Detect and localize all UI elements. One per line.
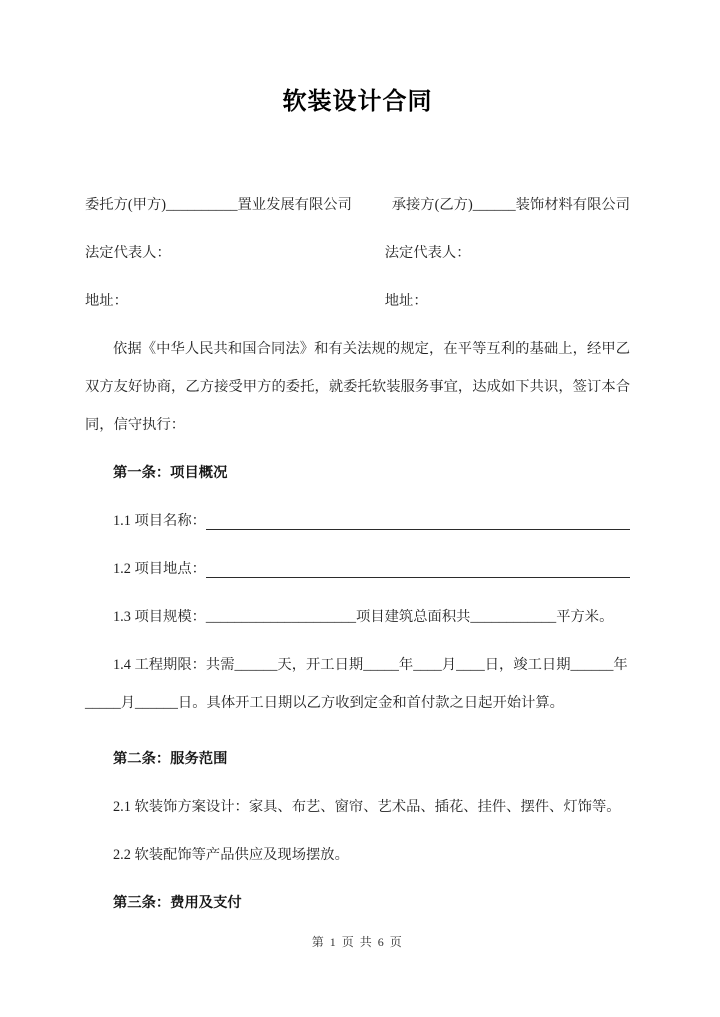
document-title: 软装设计合同 — [282, 89, 433, 115]
clause-1-2 — [85, 550, 630, 588]
section-1-heading: 第一条：项目概况 — [113, 465, 228, 481]
party-a-label: 委托方(甲方) — [85, 197, 167, 213]
legal-rep-a-label: 法定代表人： — [85, 245, 171, 261]
clause-1-4-line-2: _____月______日。具体开工日期以乙方收到定金和首付款之日起开始计算。 — [85, 695, 564, 711]
party-b-blank: ______ — [472, 197, 516, 213]
page-number-footer: 第 1 页 共 6 页 — [311, 935, 404, 949]
clause-2-2: 2.2 软装配饰等产品供应及现场摆放。 — [113, 847, 349, 863]
party-b — [392, 186, 630, 224]
section-3-heading: 第三条：费用及支付 — [113, 895, 242, 911]
intro-line-2: 双方友好协商，乙方接受甲方的委托，就委托软装服务事宜，达成如下共识，签订本合 — [85, 379, 630, 395]
intro-line-3: 同，信守执行： — [85, 417, 186, 433]
party-a-name: 置业发展有限公司 — [237, 197, 352, 213]
clause-1-2-blank-line — [206, 550, 630, 578]
address-row — [85, 282, 630, 320]
clause-1-4-line-1: 1.4 工程期限：共需______天，开工日期_____年____月____日，竣工日期______年 — [113, 657, 628, 673]
address-a-label: 地址： — [85, 293, 128, 309]
party-a — [85, 186, 352, 224]
address-b-label: 地址： — [384, 293, 428, 309]
legal-rep-row — [85, 234, 630, 272]
clause-1-3: 1.3 项目规模：_____________________项目建筑总面积共____________平方米。 — [113, 609, 614, 625]
party-a-blank: __________ — [166, 197, 238, 213]
clause-1-1 — [85, 502, 630, 540]
parties-row — [85, 186, 630, 224]
section-2-heading: 第二条：服务范围 — [113, 751, 228, 767]
intro-paragraph — [85, 330, 630, 444]
intro-line-1: 依据《中华人民共和国合同法》和有关法规的规定，在平等互利的基础上，经甲乙 — [113, 341, 630, 357]
clause-2-1: 2.1 软装饰方案设计：家具、布艺、窗帘、艺术品、插花、挂件、摆件、灯饰等。 — [113, 799, 621, 815]
clause-1-1-blank-line — [206, 502, 630, 530]
party-b-label: 承接方(乙方) — [391, 197, 473, 213]
clause-1-2-label: 1.2 项目地点： — [113, 561, 206, 577]
clause-1-4 — [85, 646, 630, 722]
clause-1-1-label: 1.1 项目名称： — [113, 513, 206, 529]
legal-rep-b-label: 法定代表人： — [384, 245, 471, 261]
party-b-name: 装饰材料有限公司 — [515, 197, 630, 213]
